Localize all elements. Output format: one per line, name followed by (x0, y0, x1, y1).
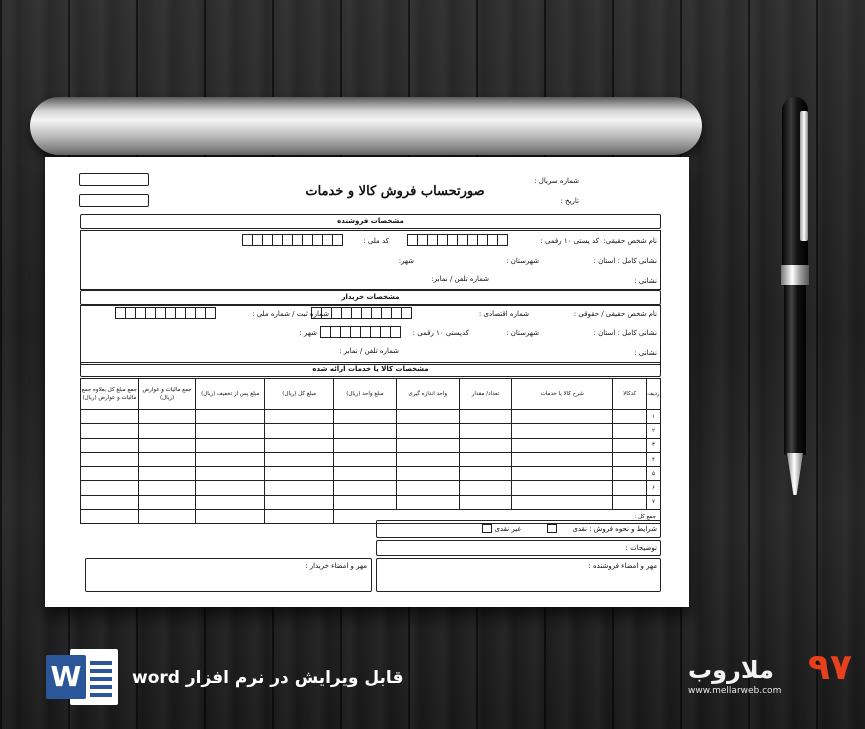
buyer-postal-cells[interactable] (320, 326, 400, 338)
row-number: ۶ (646, 481, 660, 495)
col-quantity: تعداد/ مقدار (459, 379, 512, 410)
row-number: ۳ (646, 438, 660, 452)
cash-label: نقدی (572, 525, 587, 533)
seller-address-short-label: نشانی : (634, 277, 657, 285)
col-row-number: ردیف (646, 379, 660, 410)
buyer-postal-label: کدپستی ۱۰ رقمی : (412, 329, 469, 337)
table-row (81, 467, 661, 481)
seller-city-label: شهر: (398, 257, 414, 265)
buyer-county-label: شهرستان : (506, 329, 539, 337)
pen-ring (781, 265, 809, 285)
brand-logo (688, 648, 853, 700)
table-row (81, 438, 661, 452)
noncash-checkbox[interactable] (482, 524, 492, 533)
row-number: ۷ (646, 495, 660, 509)
items-table (80, 378, 661, 524)
buyer-address-label: نشانی کامل : استان : (593, 329, 657, 337)
buyer-signature-label: مهر و امضاء خریدار : (305, 562, 367, 570)
invoice-title: صورتحساب فروش کالا و خدمات (305, 184, 485, 199)
date-field[interactable] (79, 194, 149, 207)
notes-box[interactable] (376, 540, 661, 556)
col-unit-price: مبلغ واحد (ریال) (334, 379, 397, 410)
seller-phone-label: شماره تلفن / نمابر: (431, 275, 489, 283)
total-label: جمع کل : (334, 510, 661, 524)
table-row (81, 481, 661, 495)
buyer-phone-label: شماره تلفن / نمابر : (339, 347, 399, 355)
word-letter: W (46, 655, 86, 699)
row-number: ۵ (646, 467, 660, 481)
pen-tip (787, 453, 803, 495)
buyer-economic-label: شماره اقتصادی : (478, 310, 529, 318)
pen-clip (800, 111, 808, 241)
seller-name-label: نام شخص حقیقی: (603, 237, 657, 245)
noncash-label: غیر نقدی (494, 525, 521, 533)
table-row (81, 452, 661, 466)
col-total-price: مبلغ کل (ریال) (265, 379, 334, 410)
table-row (81, 410, 661, 424)
col-unit: واحد اندازه گیری (396, 379, 459, 410)
cash-checkbox[interactable] (547, 524, 557, 533)
editable-caption: قابل ویرایش در نرم افزار word (132, 668, 404, 688)
paper-roll (30, 97, 702, 155)
seller-county-label: شهرستان : (506, 257, 539, 265)
date-label: تاریخ : (560, 197, 579, 205)
table-row (81, 495, 661, 509)
terms-label: شرایط و نحوه فروش : (589, 525, 657, 533)
buyer-city-label: شهر : (299, 329, 317, 337)
col-item-code: کدکالا (613, 379, 646, 410)
items-section-title: مشخصات کالا یا خدمات ارائه شده (80, 362, 661, 377)
col-description: شرح کالا یا خدمات (512, 379, 613, 410)
serial-label: شماره سریال : (534, 177, 579, 185)
seller-national-code-label: کد ملی : (363, 237, 389, 245)
brand-url: www.mellarweb.com (688, 686, 782, 696)
buyer-reg-cells[interactable] (115, 307, 215, 319)
notes-label: توضیحات : (625, 544, 657, 552)
word-icon (46, 645, 118, 709)
pen-body (784, 285, 806, 455)
seller-address-label: نشانی کامل : استان : (593, 257, 657, 265)
buyer-address-short-label: نشانی : (634, 349, 657, 357)
invoice-sheet (45, 157, 689, 607)
row-number: ۴ (646, 452, 660, 466)
seller-signature-label: مهر و امضاء فروشنده : (588, 562, 657, 570)
seller-national-code-cells[interactable] (242, 234, 342, 246)
seller-postal-cells[interactable] (407, 234, 507, 246)
buyer-reg-label: شماره ثبت / شماره ملی : (252, 310, 329, 318)
row-number: ۲ (646, 424, 660, 438)
buyer-name-label: نام شخص حقیقی / حقوقی : (573, 310, 657, 318)
col-grand-total: جمع مبلغ کل بعلاوه جمع مالیات و عوارض (ریال) (81, 379, 139, 410)
brand-mark-icon: ۹۷ (808, 647, 852, 688)
seller-section-title: مشخصات فروشنده (80, 214, 661, 229)
table-row (81, 424, 661, 438)
pen (780, 97, 810, 512)
col-after-discount: مبلغ پس از تخفیف (ریال) (196, 379, 265, 410)
col-tax-total: جمع مالیات و عوارض (ریال) (138, 379, 196, 410)
brand-name: ملاروب (688, 656, 774, 684)
seller-postal-label: کد پستی ۱۰ رقمی : (540, 237, 599, 245)
serial-field[interactable] (79, 173, 149, 186)
row-number: ۱ (646, 410, 660, 424)
buyer-section-title: مشخصات خریدار (80, 290, 661, 305)
